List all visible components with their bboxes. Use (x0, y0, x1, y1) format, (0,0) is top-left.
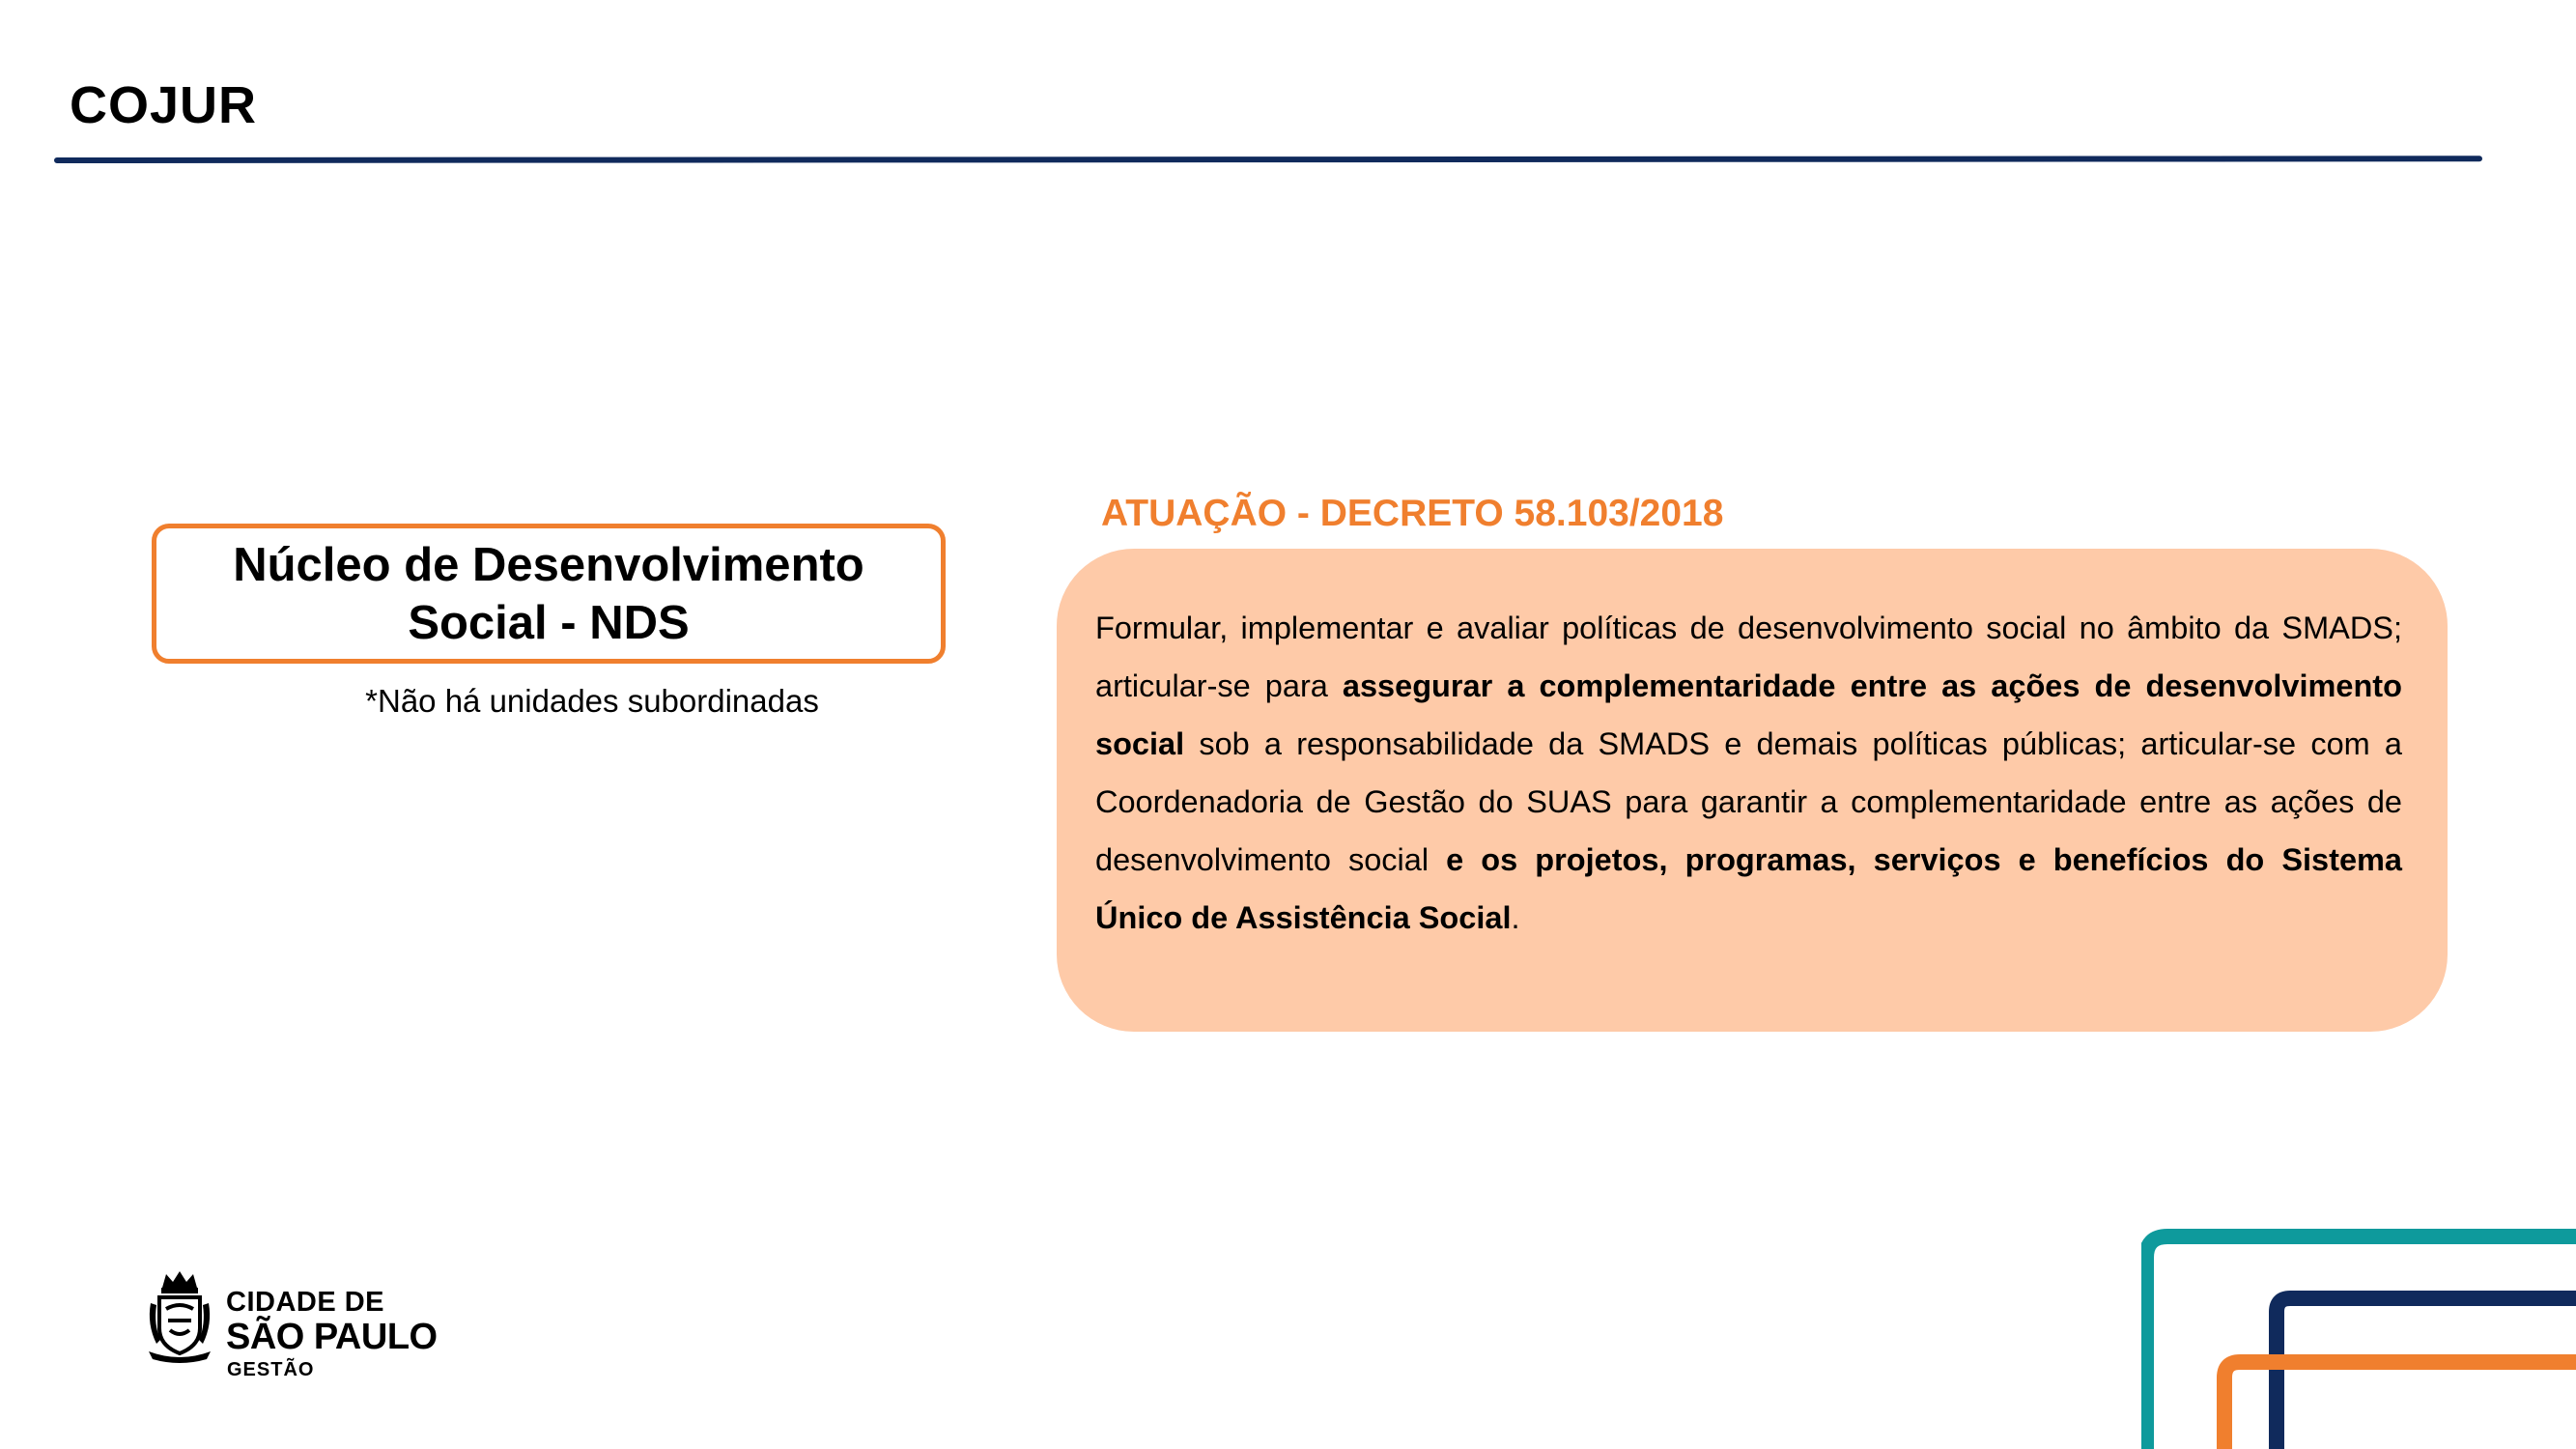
atuacao-text-segment-bold: e os projetos, programas, serviços e benefícios do Sistema Único de Assistência Social (1095, 842, 2402, 935)
logo-text-line1: CIDADE DE (226, 1287, 385, 1318)
atuacao-text-segment-bold: assegurar a complementaridade entre as ações de desenvolvimento social (1095, 668, 2402, 761)
unit-name: Núcleo de Desenvolvimento Social - NDS (233, 538, 864, 649)
unit-note: *Não há unidades subordinadas (365, 683, 819, 719)
page-title: COJUR (70, 76, 258, 134)
city-logo (145, 1268, 444, 1384)
atuacao-text-segment: . (1511, 900, 1520, 935)
atuacao-text-segment: Formular, implementar e avaliar políticas de desenvolvimento social no âmbito da SMADS; articular-se para (1095, 611, 2402, 703)
corner-decoration (2141, 1217, 2576, 1449)
logo-text-line3: GESTÃO (227, 1359, 315, 1380)
title-divider (54, 156, 2482, 163)
coat-of-arms-icon (145, 1268, 214, 1365)
atuacao-description (1095, 599, 2402, 947)
atuacao-heading: ATUAÇÃO - DECRETO 58.103/2018 (1101, 493, 1724, 534)
unit-card (152, 524, 946, 664)
logo-text-line2: SÃO PAULO (226, 1317, 438, 1357)
atuacao-description-box (1057, 549, 2448, 1032)
atuacao-text-segment: sob a responsabilidade da SMADS e demais políticas públicas; articular-se com a Coordenadoria de Gestão do SUAS para garantir a complementaridade entre as ações de desenvolvimento social (1095, 726, 2402, 877)
